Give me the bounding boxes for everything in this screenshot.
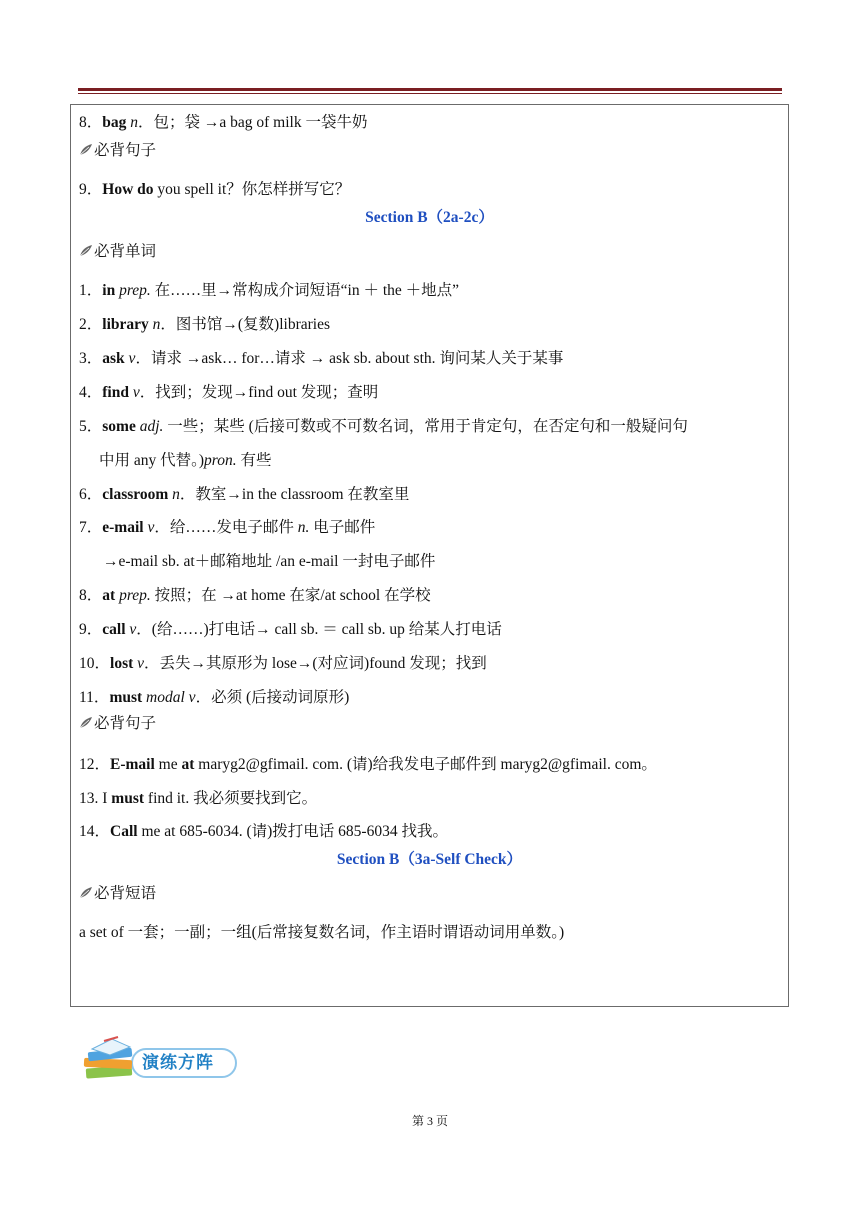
sentence-item-13: 13. I must find it. 我必须要找到它。	[79, 790, 318, 807]
sentence-item-14: 14．Call me at 685-6034. (请)拨打电话 685-6034 找我。	[79, 823, 448, 840]
section-heading-3a-self-check: Section B（3a-Self Check）	[336, 851, 523, 868]
vocab-item-in: 1．in prep. 在……里→常构成介词短语“in ＋ the ＋地点”	[79, 282, 460, 299]
sentences-heading: 必背句子	[79, 141, 156, 161]
vocab-item-email: 7．e-mail v．给……发电子邮件 n. 电子邮件	[79, 519, 376, 536]
vocab-item-call: 9．call v．(给……)打电话→ call sb. ＝ call sb. up 给某人打电话	[79, 621, 502, 638]
leaf-icon	[79, 244, 93, 257]
sentence-item-9: 9．How do you spell it？你怎样拼写它？	[79, 181, 351, 198]
page-number: 第 3 页	[411, 1114, 448, 1128]
header-rule-thin	[78, 93, 782, 94]
section-heading-2a-2c: Section B（2a-2c）	[365, 209, 494, 226]
header-rule-thick	[78, 88, 782, 91]
sentences-heading: 必背句子	[79, 714, 156, 734]
practice-badge	[82, 1035, 242, 1085]
vocab-item-email-cont: →e-mail sb. at＋邮箱地址 /an e-mail 一封电子邮件	[103, 553, 436, 570]
leaf-icon	[79, 716, 93, 729]
vocab-item-bag: 8．bag n．包；袋 →a bag of milk 一袋牛奶	[79, 114, 368, 131]
vocab-item-some: 5．some adj. 一些；某些 (后接可数或不可数名词，常用于肯定句，在否定句和一般疑问句	[79, 418, 688, 435]
vocab-item-ask: 3．ask v．请求 →ask… for…请求 → ask sb. about sth. 询问某人关于某事	[79, 350, 564, 367]
vocab-item-find: 4．find v．找到；发现→find out 发现；查明	[79, 384, 379, 401]
vocab-item-lost: 10．lost v．丢失→其原形为 lose→(对应词)found 发现；找到	[79, 655, 487, 672]
phrase-item-a-set-of: a set of 一套；一副；一组(后常接复数名词，作主语时谓语动词用单数。)	[79, 924, 565, 941]
words-heading: 必背单词	[79, 242, 156, 262]
badge-label: 演练方阵	[142, 1053, 214, 1073]
leaf-icon	[79, 886, 93, 899]
vocab-item-must: 11．must modal v．必须 (后接动词原形)	[79, 689, 350, 706]
sentence-item-12: 12．E-mail me at maryg2@gfimail. com. (请)给我发电子邮件到 maryg2@gfimail. com。	[79, 756, 657, 773]
leaf-icon	[79, 143, 93, 156]
vocab-item-classroom: 6．classroom n．教室→in the classroom 在教室里	[79, 486, 410, 503]
vocab-item-library: 2．library n．图书馆→(复数)libraries	[79, 316, 330, 333]
phrases-heading: 必背短语	[79, 884, 156, 904]
vocab-item-at: 8．at prep. 按照；在 →at home 在家/at school 在学校	[79, 587, 431, 604]
vocab-item-some-cont: 中用 any 代替。)pron. 有些	[99, 452, 272, 469]
